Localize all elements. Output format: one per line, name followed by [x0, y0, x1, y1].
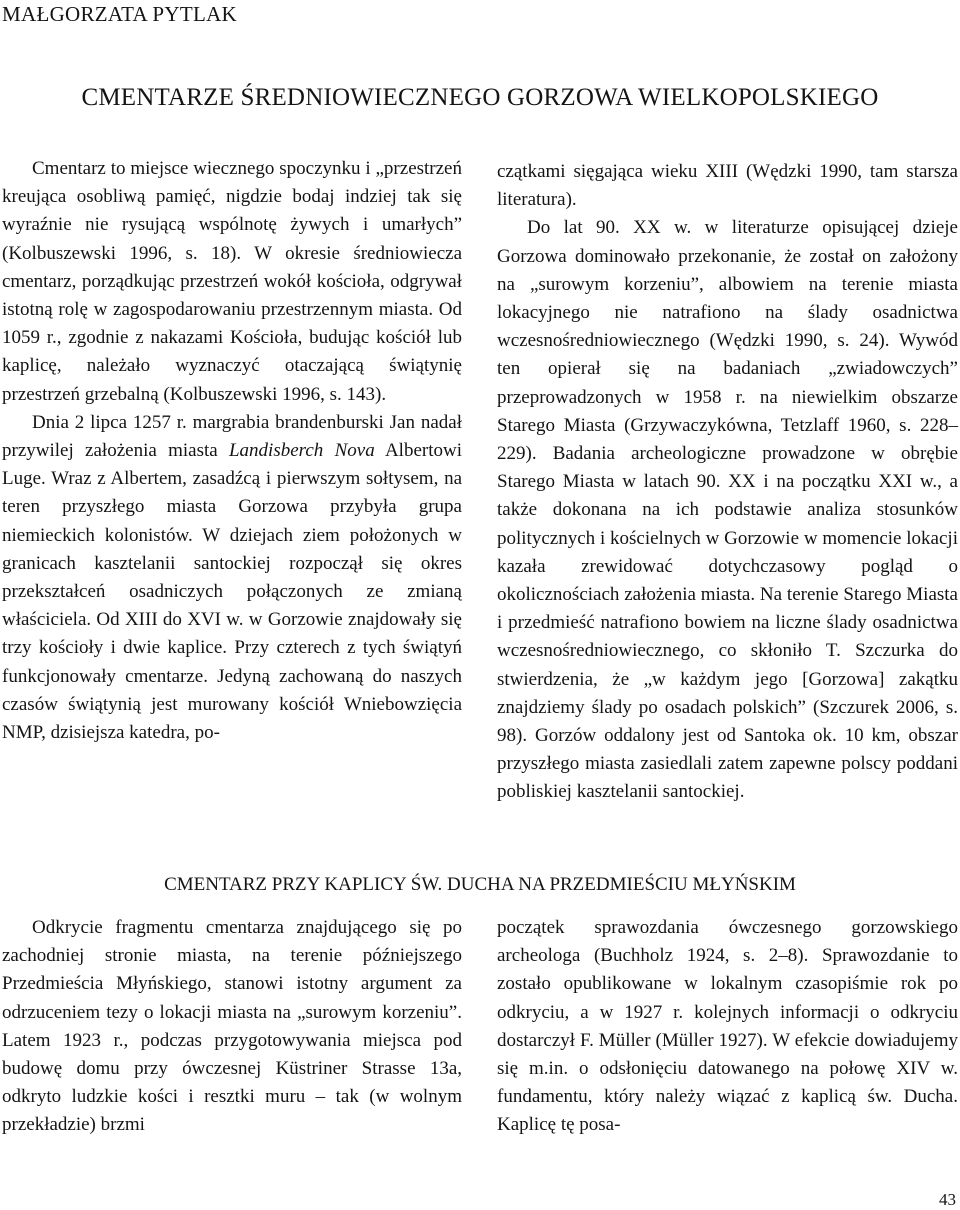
paragraph: Do lat 90. XX w. w literaturze opisującej dzieje Gorzowa dominowało przekonanie, że został on założony na „surowym korzeniu”, albowiem na terenie miasta lokacyjnego nie natrafiono na ślady osadnictwa wczesnośredniowiecznego (Wędzki 1990, s. 24). Wywód ten opierał się na badaniach „zwiadowczych” przeprowadzonych w 1958 r. na niewielkim obszarze Starego Miasta (Grzywaczykówna, Tetzlaff 1960, s. 228–229). Badania archeologiczne prowadzone w obrębie Starego Miasta w latach 90. XX i na początku XXI w., a także dokonana na ich podstawie analiza stosunków politycznych i kościelnych w Gorzowie w momencie lokacji kazała zrewidować dotychczasowy pogląd o okolicznościach założenia miasta. Na terenie Starego Miasta i przedmieść natrafiono bowiem na liczne ślady osadnictwa wczesnośredniowiecznego, co skłoniło T. Szczurka do stwierdzenia, że „w każdym jego [Gorzowa] zakątku znajdziemy ślady po osadach polskich” (Szczurek 2006, s. 98). Gorzów oddalony jest od Santoka ok. 10 km, obszar przyszłego miasta zasiedlali zatem zapewne polscy poddani pobliskiej kasztelanii santockiej. — [497, 217, 958, 803]
running-header-author: MAŁGORZATA PYTLAK — [2, 2, 238, 26]
page-number: 43 — [939, 1190, 956, 1209]
section1-column-left — [2, 155, 462, 747]
section-heading: CMENTARZ PRZY KAPLICY ŚW. DUCHA NA PRZEDMIEŚCIU MŁYŃSKIM — [164, 874, 796, 895]
paragraph-text: Albertowi Luge. Wraz z Albertem, zasadźcą i pierwszym sołtysem, na teren przyszłego miasta Gorzowa przybyła grupa niemieckich kolonistów. W dziejach ziem położonych w granicach kasztelanii santockiej rozpoczął się okres przekształceń osadniczych połączonych ze zmianą właściciela. Od XIII do XVI w. w Gorzowie znajdowały się trzy kościoły i dwie kaplice. Przy czterech z tych świątyń funkcjonowały cmentarze. Jedyną zachowaną do naszych czasów świątynią jest murowany kościół Wniebowzięcia NMP, dzisiejsza katedra, po- — [2, 440, 462, 744]
section2-column-right — [497, 914, 958, 1140]
paragraph: Odkrycie fragmentu cmentarza znajdującego się po zachodniej stronie miasta, na terenie późniejszego Przedmieścia Młyńskiego, stanowi istotny argument za odrzuceniem tezy o lokacji miasta na „surowym korzeniu”. Latem 1923 r., podczas przygotowywania miejsca pod budowę domu przy ówczesnej Küstriner Strasse 13a, odkryto ludzkie kości i resztki muru – tak (w wolnym przekładzie) brzmi — [2, 917, 462, 1136]
paragraph: czątkami sięgająca wieku XIII (Wędzki 1990, tam starsza literatura). — [497, 161, 958, 211]
paragraph: Cmentarz to miejsce wiecznego spoczynku i „przestrzeń kreująca osobliwą pamięć, nigdzie bodaj indziej tak się wyraźnie nie rysującą wspólnotę żywych i umarłych” (Kolbuszewski 1996, s. 18). W okresie średniowiecza cmentarz, porządkując przestrzeń wokół kościoła, odgrywał istotną rolę w zagospodarowaniu przestrzennym miasta. Od 1059 r., zgodnie z nakazami Kościoła, budując kościół lub kaplicę, należało wyznaczyć otaczającą świątynię przestrzeń grzebalną (Kolbuszewski 1996, s. 143). — [2, 158, 462, 405]
paragraph: początek sprawozdania ówczesnego gorzowskiego archeologa (Buchholz 1924, s. 2–8). Sprawozdanie to zostało opublikowane w lokalnym czasopiśmie rok po odkryciu, a w 1927 r. kolejnych informacji o odkryciu dostarczył F. Müller (Müller 1927). W efekcie dowiadujemy się m.in. o odsłonięciu datowanego na połowę XIV w. fundamentu, który należy wiązać z kaplicą św. Ducha. Kaplicę tę posa- — [497, 917, 958, 1136]
paragraph-text: Dnia 2 lipca 1257 r. margrabia brandenburski Jan nadał przywilej założenia miasta — [2, 411, 462, 462]
latin-town-name: Landisberch Nova — [228, 440, 375, 462]
section1-column-right — [497, 158, 958, 807]
section2-column-left — [2, 914, 462, 1140]
paragraph — [2, 409, 462, 747]
article-title: CMENTARZE ŚREDNIOWIECZNEGO GORZOWA WIELKOPOLSKIEGO — [81, 84, 879, 111]
